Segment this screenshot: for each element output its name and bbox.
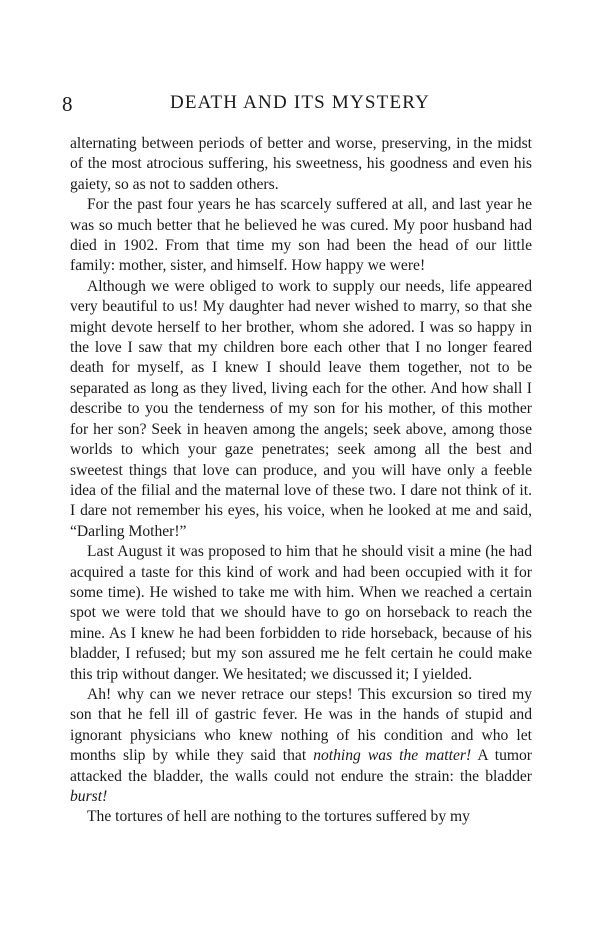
paragraph — [70, 195, 532, 277]
paragraph-text: A tumor attacked the bladder, the walls could not endure the strain: the bladder — [70, 747, 532, 785]
paragraph-text: Although we were obliged to work to supply our needs, life appeared very beautiful to us! My daughter had never wished to marry, so that she might devote herself to her brother, whom she adored. I was so happy in the love I saw that my children bore each other that I no longer feared death for myself, as I knew I should leave them together, not to be separated as long as they lived, living each for the other. And how shall I describe to you the tenderness of my son for his mother, of this mother for her son? Seek in heaven among the angels; seek above, among those worlds to which your gaze penetrates; seek among all the best and sweetest things that love can produce, and you will have only a feeble idea of the filial and the maternal love of these two. I dare not think of it. I dare not remember his eyes, his voice, when he looked at me and said, “Darling Mother!” — [70, 277, 532, 540]
italic-text: burst! — [70, 788, 108, 805]
paragraph-text: Last August it was proposed to him that he should visit a mine (he had acquired a taste for this kind of work and had been occupied with it for some time). He wished to take me with him. When we reached a certain spot we were told that we should have to go on horseback to reach the mine. As I knew he had been forbidden to ride horseback, because of his bladder, I refused; but my son assured me he felt certain he could make this trip without danger. We hesitated; we discussed it; I yielded. — [70, 543, 532, 683]
paragraph — [70, 807, 532, 827]
paragraph-text: alternating between periods of better and worse, preserving, in the midst of the most atrocious suffering, his sweetness, his goodness and even his gaiety, so as not to sadden others. — [70, 135, 532, 193]
paragraph-text: Ah! why can we never retrace our steps! This excursion so tired my son that he fell ill of gastric fever. He was in the hands of stupid and ignorant physicians who knew nothing of his condition and who let months slip by while they said that — [70, 685, 532, 765]
page-header — [62, 92, 538, 120]
paragraph — [70, 685, 532, 807]
paragraph-text: For the past four years he has scarcely suffered at all, and last year he was so much better that he believed he was cured. My poor husband had died in 1902. From that time my son had been the head of our little family: mother, sister, and himself. How happy we were! — [70, 196, 532, 275]
running-title: DEATH AND ITS MYSTERY — [169, 92, 431, 113]
paragraph-text: The tortures of hell are nothing to the tortures suffered by my — [87, 808, 470, 826]
paragraph — [70, 542, 532, 685]
paragraph — [70, 134, 532, 195]
paragraph — [70, 277, 532, 542]
page-number: 8 — [62, 92, 73, 116]
body-text — [70, 134, 532, 828]
italic-text: nothing was the matter! — [313, 747, 472, 765]
